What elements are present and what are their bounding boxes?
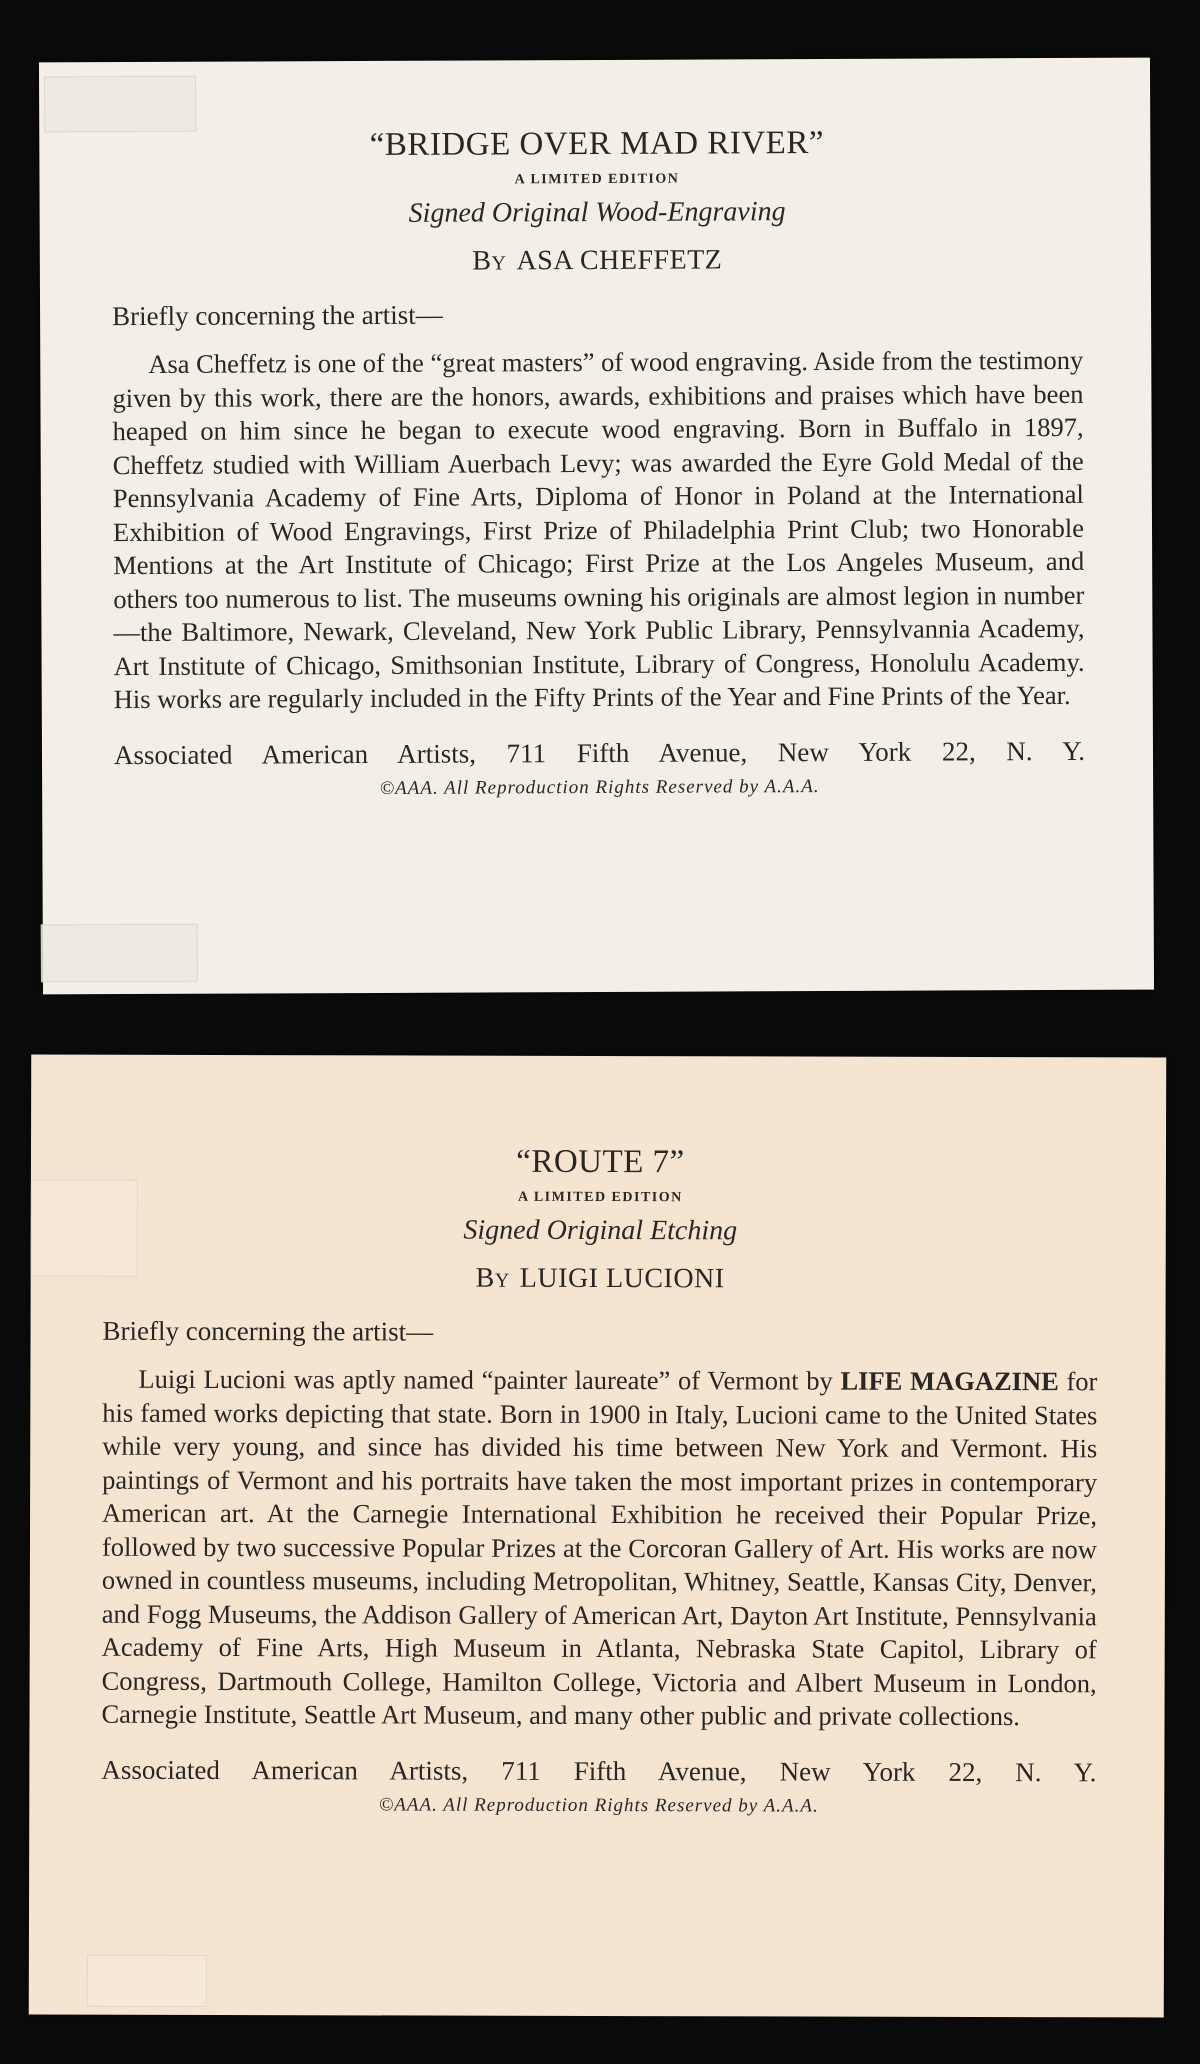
artist-card-cheffetz <box>39 58 1154 995</box>
artist-biography <box>101 1363 1097 1734</box>
artist-name: LUIGI LUCIONI <box>519 1262 725 1295</box>
intro-line: Briefly concerning the artist— <box>112 299 443 332</box>
medium-label: Signed Original Etching <box>463 1214 738 1247</box>
intro-line: Briefly concerning the artist— <box>102 1315 434 1347</box>
edition-label: A LIMITED EDITION <box>514 171 680 188</box>
byline <box>103 1259 1098 1300</box>
publisher-address: Associated American Artists, 711 Fifth Avenue, New York 22, N. Y. <box>113 735 1086 770</box>
bio-rest: for his famed works depicting that state. Born in 1900 in Italy, Lucioni came to the United States while very young, and since has divided his time between New York and Vermont. His paintings of Vermont and his portraits have taken the most important prizes in contemporary American art. At the Carnegie International Exhibition he received their Popular Prize, followed by two successive Popular Prizes at the Corcoran Gallery of Art. His works are now owned in countless museums, including Metropolitan, Whitney, Seattle, Kansas City, Denver, and Fogg Museums, the Addison Gallery of American Art, Dayton Art Institute, Pennsylvania Academy of Fine Arts, High Museum in Atlanta, Nebraska State Capitol, Library of Congress, Dartmouth College, Hamilton College, Victoria and Albert Museum in London, Carnegie Institute, Seattle Art Museum, and many other public and private collections. <box>101 1366 1098 1732</box>
byline <box>112 240 1083 282</box>
by-label: By <box>472 245 507 277</box>
artist-card-lucioni <box>29 1055 1167 2018</box>
artist-biography: Asa Cheffetz is one of the “great masters” of wood engraving. Aside from the testimony given by this work, there are the honors, awards, exhibitions and praises which have been heaped on him since he began to execute wood engraving. Born in Buffalo in 1897, Cheffetz studied with William Auerbach Levy; was awarded the Eyre Gold Medal of the Pennsylvania Academy of Fine Arts, Diploma of Honor in Poland at the International Exhibition of Wood Engravings, First Prize of Philadelphia Print Club; two Honorable Mentions at the Art Institute of Chicago; First Prize at the Los Angeles Museum, and others too numerous to list. The museums owning his originals are almost legion in number—the Baltimore, Newark, Cleveland, New York Public Library, Pennsylvannia Academy, Art Institute of Chicago, Smithsonian Institute, Library of Congress, Honolulu Academy. His works are regularly included in the Fifty Prints of the Year and Fine Prints of the Year. <box>112 344 1085 715</box>
publisher-address: Associated American Artists, 711 Fifth Avenue, New York 22, N. Y. <box>101 1754 1097 1787</box>
card-content <box>101 1139 1098 1820</box>
print-title: “BRIDGE OVER MAD RIVER” <box>369 125 825 163</box>
card-content <box>111 120 1085 803</box>
tape-strip <box>87 1955 207 2007</box>
tape-strip <box>41 924 198 983</box>
medium-label: Signed Original Wood-Engraving <box>408 196 786 229</box>
print-title: “ROUTE 7” <box>516 1143 685 1181</box>
edition-label: A LIMITED EDITION <box>517 1189 683 1206</box>
by-label: By <box>475 1262 510 1294</box>
artist-name: ASA CHEFFETZ <box>516 244 723 277</box>
copyright-notice: ©AAA. All Reproduction Rights Reserved by A.A.A. <box>379 775 820 799</box>
copyright-notice: ©AAA. All Reproduction Rights Reserved by A.A.A. <box>378 1793 819 1817</box>
bio-lead: Luigi Lucioni was aptly named “painter laureate” of Vermont by <box>138 1363 833 1396</box>
bio-emphasis: LIFE MAGAZINE <box>840 1365 1059 1397</box>
